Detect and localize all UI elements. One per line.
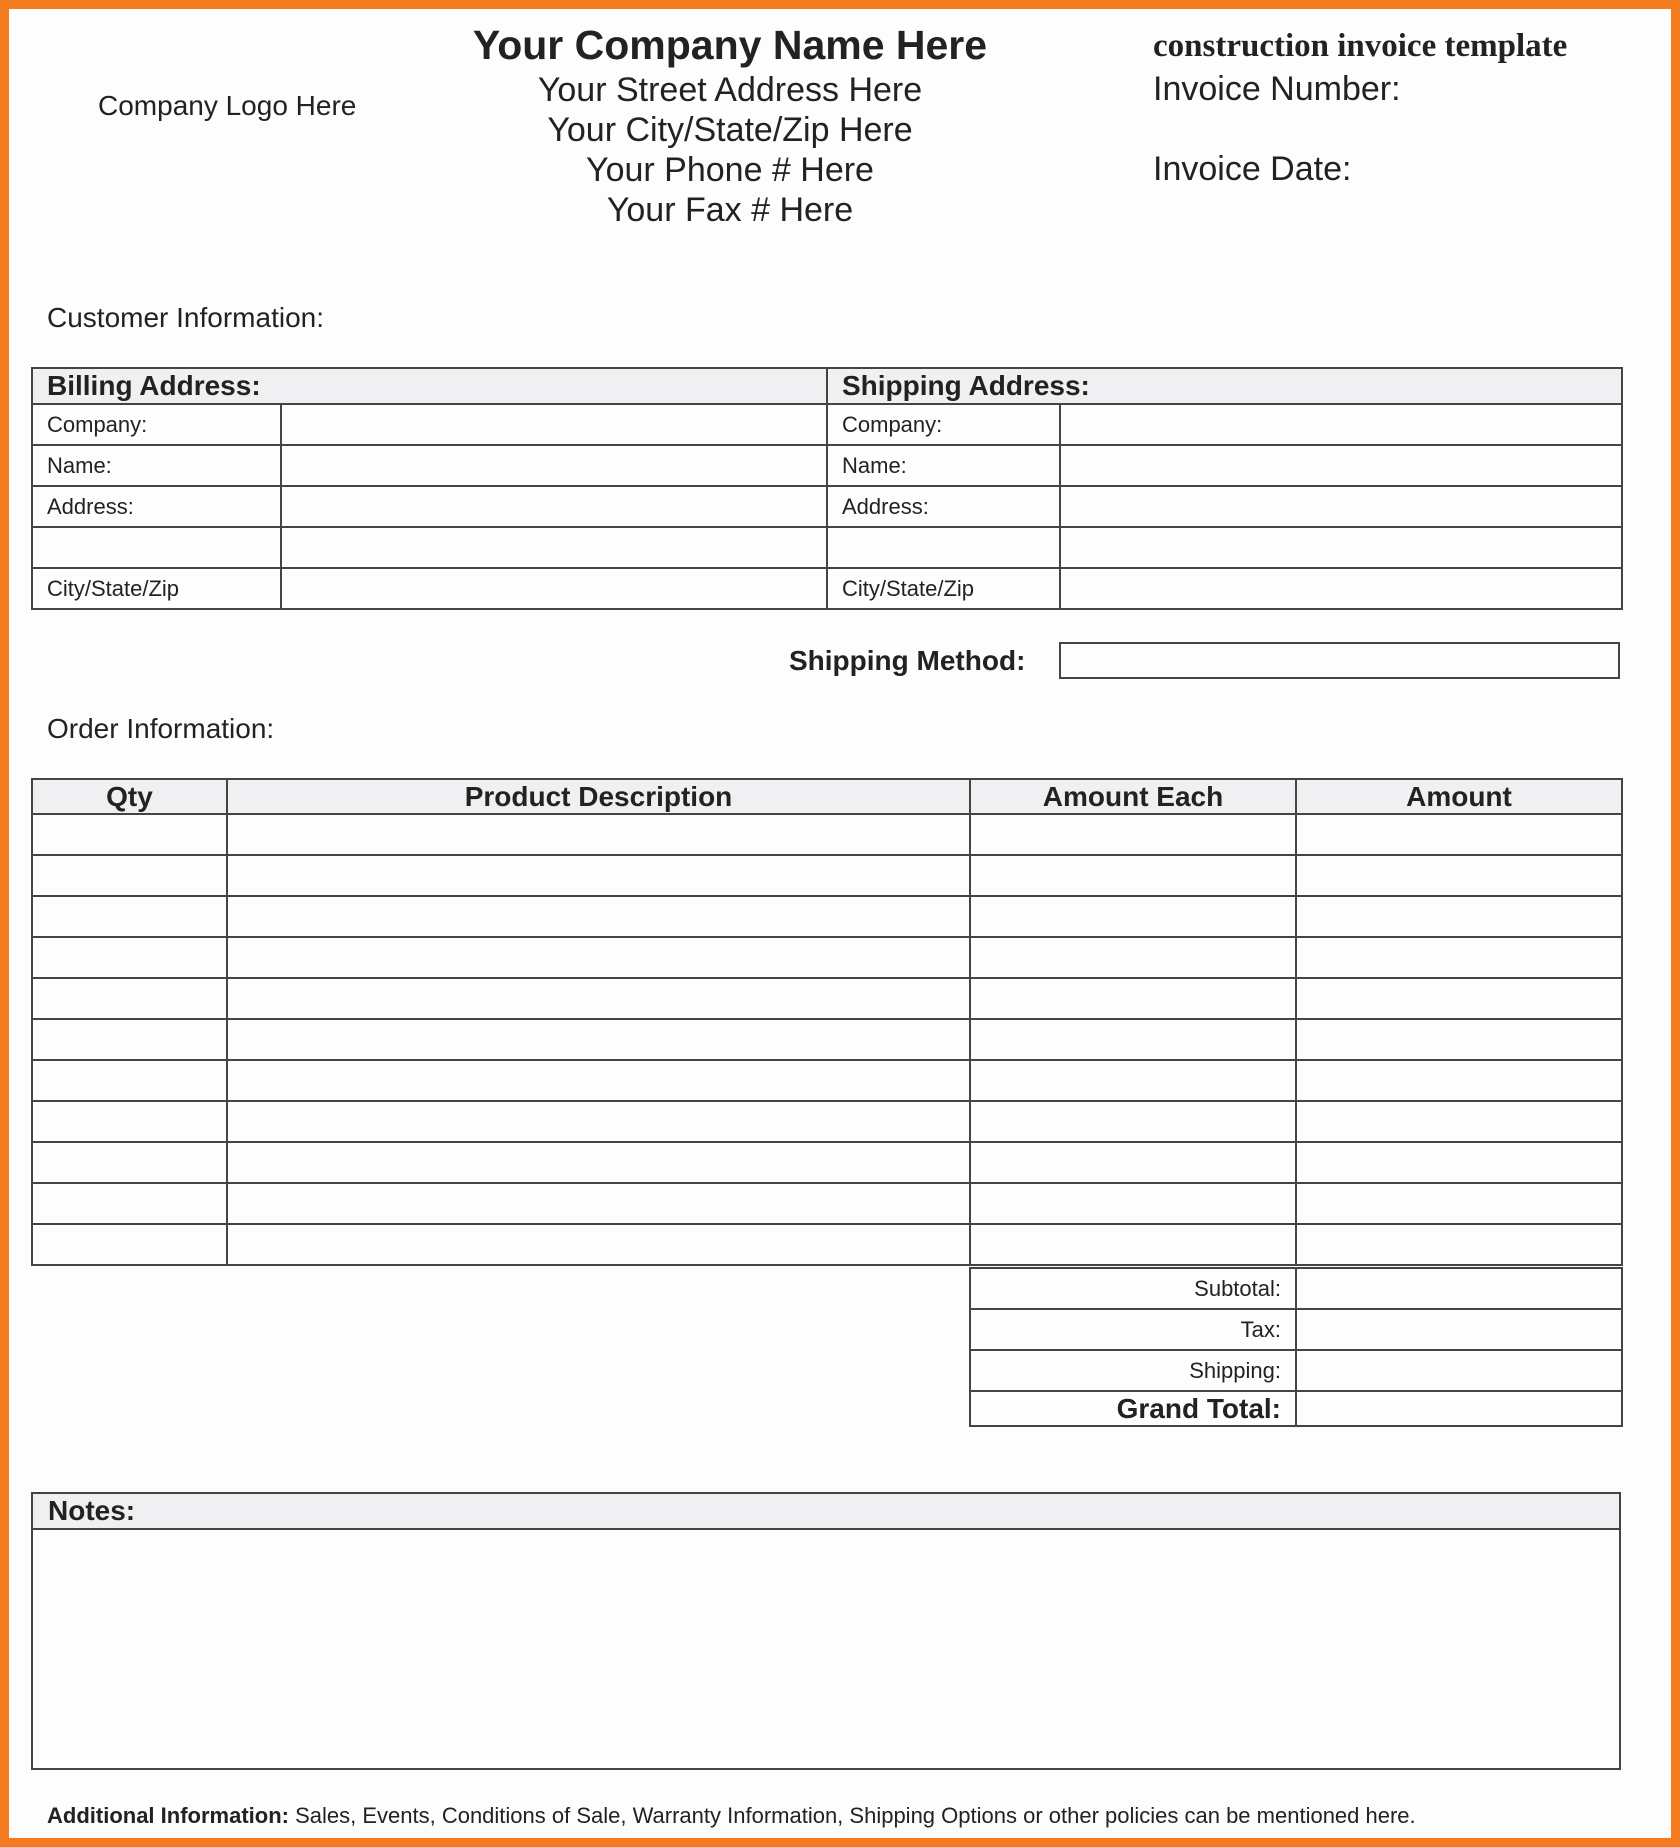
order-table [31, 778, 1623, 1266]
company-info [440, 20, 1020, 230]
address-table [31, 367, 1623, 610]
amount-each-cell[interactable] [970, 978, 1296, 1019]
subtotal-label: Subtotal: [970, 1268, 1296, 1309]
order-line-row [32, 1019, 1622, 1060]
shipping-cost-field[interactable] [1296, 1350, 1622, 1391]
company-fax: Your Fax # Here [606, 191, 854, 229]
qty-cell[interactable] [32, 814, 227, 855]
column-header-amount-each: Amount Each [970, 779, 1296, 814]
amount-cell[interactable] [1296, 1101, 1622, 1142]
grand-total-field[interactable] [1296, 1391, 1622, 1426]
grand-total-label: Grand Total: [970, 1391, 1296, 1426]
column-header-qty: Qty [32, 779, 227, 814]
template-title: construction invoice template [1153, 28, 1568, 64]
shipping-method-field[interactable] [1059, 642, 1620, 679]
tax-field[interactable] [1296, 1309, 1622, 1350]
totals-table [969, 1267, 1623, 1427]
company-name: Your Company Name Here [472, 22, 988, 68]
billing-name-field[interactable] [281, 445, 827, 486]
qty-cell[interactable] [32, 1101, 227, 1142]
shipping-cost-label: Shipping: [970, 1350, 1296, 1391]
amount-cell[interactable] [1296, 855, 1622, 896]
order-line-row [32, 855, 1622, 896]
customer-info-heading: Customer Information: [47, 302, 324, 333]
billing-city-state-zip-field[interactable] [281, 568, 827, 609]
shipping-row-label: City/State/Zip [827, 568, 1060, 609]
amount-cell[interactable] [1296, 896, 1622, 937]
company-logo-placeholder: Company Logo Here [98, 90, 357, 121]
amount-cell[interactable] [1296, 1142, 1622, 1183]
qty-cell[interactable] [32, 1060, 227, 1101]
description-cell[interactable] [227, 1224, 970, 1265]
order-line-row [32, 814, 1622, 855]
amount-each-cell[interactable] [970, 814, 1296, 855]
invoice-date-label: Invoice Date: [1153, 150, 1352, 188]
invoice-number-label: Invoice Number: [1153, 70, 1401, 108]
qty-cell[interactable] [32, 1183, 227, 1224]
additional-info-text: Sales, Events, Conditions of Sale, Warranty Information, Shipping Options or other policies can be mentioned here. [288, 1803, 1416, 1828]
description-cell[interactable] [227, 1183, 970, 1224]
amount-cell[interactable] [1296, 1183, 1622, 1224]
company-city-state-zip: Your City/State/Zip Here [547, 111, 913, 149]
amount-each-cell[interactable] [970, 855, 1296, 896]
shipping-city-state-zip-field[interactable] [1060, 568, 1622, 609]
qty-cell[interactable] [32, 855, 227, 896]
description-cell[interactable] [227, 1142, 970, 1183]
billing-row-label: Address: [32, 486, 281, 527]
billing-address-field[interactable] [281, 486, 827, 527]
qty-cell[interactable] [32, 1019, 227, 1060]
description-cell[interactable] [227, 978, 970, 1019]
tax-label: Tax: [970, 1309, 1296, 1350]
description-cell[interactable] [227, 937, 970, 978]
order-line-row [32, 1142, 1622, 1183]
shipping-address-header: Shipping Address: [827, 368, 1622, 404]
shipping-address-field[interactable] [1060, 486, 1622, 527]
billing-row-label: City/State/Zip [32, 568, 281, 609]
amount-cell[interactable] [1296, 978, 1622, 1019]
company-street: Your Street Address Here [537, 71, 923, 109]
notes-header: Notes: [33, 1494, 1619, 1530]
billing-row-label: Name: [32, 445, 281, 486]
shipping-name-field[interactable] [1060, 445, 1622, 486]
description-cell[interactable] [227, 896, 970, 937]
description-cell[interactable] [227, 1019, 970, 1060]
amount-cell[interactable] [1296, 1060, 1622, 1101]
billing-address-line2-field[interactable] [281, 527, 827, 568]
billing-address-header: Billing Address: [32, 368, 827, 404]
order-line-row [32, 937, 1622, 978]
shipping-row-label [827, 527, 1060, 568]
amount-each-cell[interactable] [970, 1142, 1296, 1183]
billing-row-label [32, 527, 281, 568]
amount-each-cell[interactable] [970, 1101, 1296, 1142]
amount-each-cell[interactable] [970, 1019, 1296, 1060]
order-line-row [32, 1224, 1622, 1265]
description-cell[interactable] [227, 1060, 970, 1101]
amount-cell[interactable] [1296, 1019, 1622, 1060]
order-line-row [32, 1101, 1622, 1142]
qty-cell[interactable] [32, 937, 227, 978]
billing-row-label: Company: [32, 404, 281, 445]
shipping-row-label: Address: [827, 486, 1060, 527]
order-line-row [32, 978, 1622, 1019]
notes-box[interactable] [31, 1492, 1621, 1770]
subtotal-field[interactable] [1296, 1268, 1622, 1309]
order-line-row [32, 1060, 1622, 1101]
shipping-method-label: Shipping Method: [789, 645, 1026, 676]
company-phone: Your Phone # Here [586, 151, 874, 189]
shipping-row-label: Company: [827, 404, 1060, 445]
shipping-company-field[interactable] [1060, 404, 1622, 445]
description-cell[interactable] [227, 855, 970, 896]
amount-cell[interactable] [1296, 1224, 1622, 1265]
qty-cell[interactable] [32, 1142, 227, 1183]
shipping-address-line2-field[interactable] [1060, 527, 1622, 568]
order-line-row [32, 1183, 1622, 1224]
qty-cell[interactable] [32, 896, 227, 937]
additional-info-label: Additional Information: [47, 1803, 289, 1828]
order-info-heading: Order Information: [47, 713, 275, 744]
shipping-row-label: Name: [827, 445, 1060, 486]
column-header-amount: Amount [1296, 779, 1622, 814]
qty-cell[interactable] [32, 1224, 227, 1265]
additional-info [47, 1803, 1416, 1829]
amount-cell[interactable] [1296, 937, 1622, 978]
qty-cell[interactable] [32, 978, 227, 1019]
amount-each-cell[interactable] [970, 937, 1296, 978]
amount-each-cell[interactable] [970, 1183, 1296, 1224]
amount-each-cell[interactable] [970, 896, 1296, 937]
order-line-row [32, 896, 1622, 937]
column-header-description: Product Description [227, 779, 970, 814]
description-cell[interactable] [227, 1101, 970, 1142]
amount-cell[interactable] [1296, 814, 1622, 855]
amount-each-cell[interactable] [970, 1224, 1296, 1265]
amount-each-cell[interactable] [970, 1060, 1296, 1101]
billing-company-field[interactable] [281, 404, 827, 445]
description-cell[interactable] [227, 814, 970, 855]
